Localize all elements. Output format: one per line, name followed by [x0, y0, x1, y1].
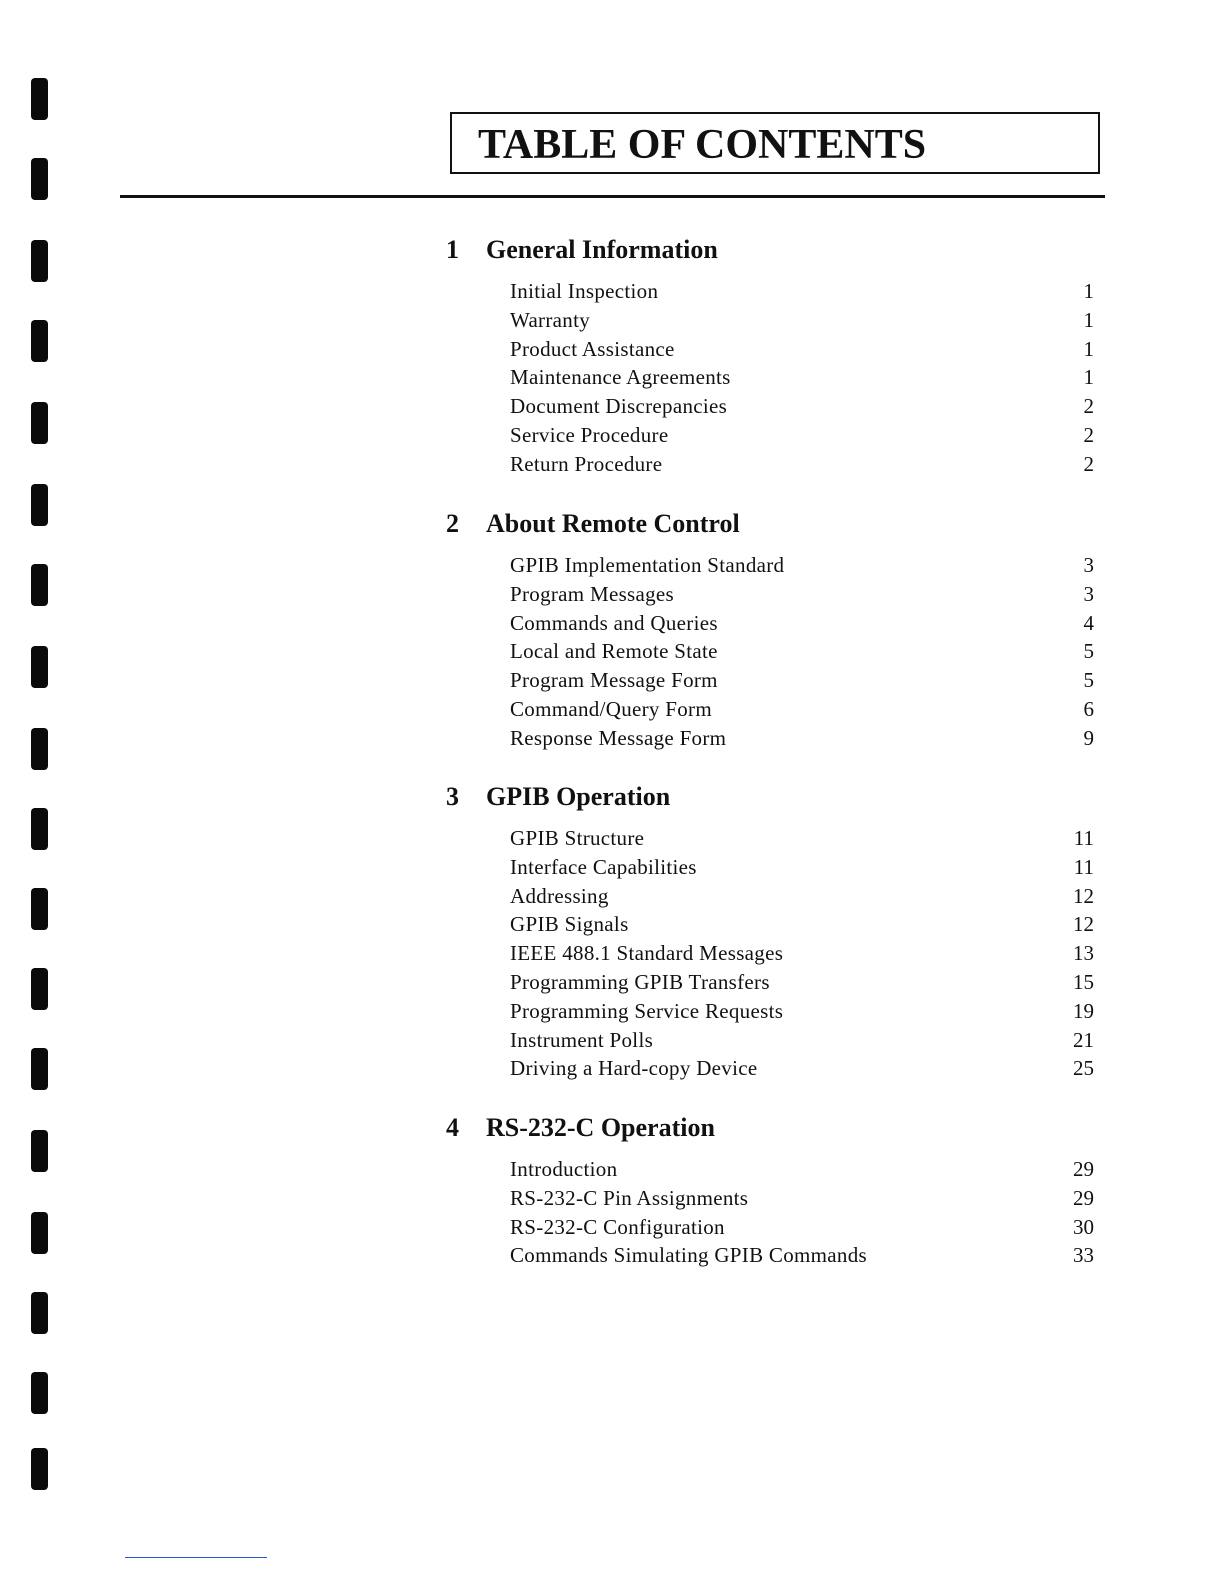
- entry-label: Warranty: [510, 307, 591, 332]
- punch-hole: [31, 402, 48, 444]
- chapter-number: 4: [446, 1113, 459, 1142]
- chapter-title: RS-232-C Operation: [486, 1113, 715, 1142]
- entry-page: 11: [1073, 826, 1094, 850]
- toc-entry[interactable]: [442, 725, 1102, 754]
- chapter-heading: [442, 781, 1102, 825]
- punch-hole: [31, 646, 48, 688]
- toc-entry[interactable]: [442, 552, 1102, 581]
- entry-page: 12: [1073, 883, 1094, 908]
- entry-label: Maintenance Agreements: [510, 365, 731, 390]
- entry-page: 33: [1073, 1243, 1094, 1268]
- entry-page: 30: [1073, 1214, 1094, 1239]
- chapter-4: [442, 1112, 1102, 1271]
- toc-entry[interactable]: [442, 998, 1102, 1027]
- entry-label: Return Procedure: [510, 451, 663, 476]
- chapter-1: [442, 234, 1102, 480]
- chapter-number: 1: [446, 235, 459, 264]
- entry-page: 2: [1083, 394, 1094, 419]
- entry-label: Product Assistance: [510, 336, 675, 361]
- chapter-heading: [442, 234, 1102, 278]
- punch-hole: [31, 1130, 48, 1172]
- punch-hole: [31, 158, 48, 200]
- entry-list: [442, 825, 1102, 1084]
- toc-entry[interactable]: [442, 854, 1102, 883]
- entry-page: 12: [1073, 912, 1094, 937]
- entry-page: 4: [1083, 610, 1094, 635]
- entry-page: 3: [1083, 581, 1094, 606]
- chapter-number: 2: [446, 509, 459, 538]
- entry-page: 9: [1083, 725, 1094, 750]
- punch-hole: [31, 484, 48, 526]
- toc-entry[interactable]: [442, 940, 1102, 969]
- chapter-title: GPIB Operation: [486, 782, 671, 811]
- entry-page: 11: [1073, 854, 1094, 879]
- toc-entry[interactable]: [442, 307, 1102, 336]
- toc-entry[interactable]: [442, 1156, 1102, 1185]
- toc-entry[interactable]: [442, 610, 1102, 639]
- punch-hole: [31, 808, 48, 850]
- chapter-number: 3: [446, 782, 459, 811]
- punch-hole: [31, 1292, 48, 1334]
- entry-label: Driving a Hard-copy Device: [510, 1056, 758, 1081]
- toc-entry[interactable]: [442, 638, 1102, 667]
- toc-entry[interactable]: [442, 1055, 1102, 1084]
- entry-label: Command/Query Form: [510, 696, 712, 721]
- entry-list: [442, 278, 1102, 480]
- scan-mark-line: [125, 1557, 267, 1558]
- entry-page: 1: [1083, 307, 1094, 332]
- entry-page: 29: [1073, 1185, 1094, 1210]
- punch-hole: [31, 240, 48, 282]
- page-title: TABLE OF CONTENTS: [478, 122, 927, 168]
- toc-entry[interactable]: [442, 1185, 1102, 1214]
- toc-entry[interactable]: [442, 696, 1102, 725]
- entry-page: 15: [1073, 969, 1094, 994]
- toc-entry[interactable]: [442, 422, 1102, 451]
- entry-label: Commands and Queries: [510, 610, 718, 635]
- toc-entry[interactable]: [442, 364, 1102, 393]
- punch-hole: [31, 728, 48, 770]
- entry-label: Addressing: [510, 883, 609, 908]
- punch-hole: [31, 1048, 48, 1090]
- entry-list: [442, 552, 1102, 754]
- entry-page: 2: [1083, 451, 1094, 476]
- toc-entry[interactable]: [442, 1214, 1102, 1243]
- entry-label: Document Discrepancies: [510, 394, 728, 419]
- entry-label: Interface Capabilities: [510, 854, 697, 879]
- entry-label: GPIB Signals: [510, 912, 629, 937]
- entry-label: GPIB Implementation Standard: [510, 553, 785, 577]
- entry-label: RS-232-C Configuration: [510, 1214, 725, 1239]
- toc-entry[interactable]: [442, 1027, 1102, 1056]
- entry-label: Commands Simulating GPIB Commands: [510, 1243, 868, 1268]
- punch-hole: [31, 1448, 48, 1490]
- chapter-title: General Information: [486, 235, 718, 264]
- entry-label: RS-232-C Pin Assignments: [510, 1185, 749, 1210]
- toc-entry[interactable]: [442, 911, 1102, 940]
- title-box: [450, 112, 1100, 174]
- entry-page: 1: [1083, 365, 1094, 390]
- entry-label: Initial Inspection: [510, 279, 659, 303]
- entry-page: 6: [1083, 696, 1094, 721]
- chapter-3: [442, 781, 1102, 1084]
- entry-label: Program Messages: [510, 581, 675, 606]
- entry-label: Service Procedure: [510, 422, 669, 447]
- entry-page: 5: [1083, 639, 1094, 664]
- entry-label: Response Message Form: [510, 725, 727, 750]
- entry-label: Instrument Polls: [510, 1027, 654, 1052]
- punch-hole: [31, 1372, 48, 1414]
- entry-page: 1: [1083, 336, 1094, 361]
- toc-entry[interactable]: [442, 825, 1102, 854]
- entry-page: 2: [1083, 422, 1094, 447]
- entry-label: Introduction: [510, 1157, 618, 1181]
- entry-page: 19: [1073, 998, 1094, 1023]
- entry-list: [442, 1156, 1102, 1271]
- toc-entry[interactable]: [442, 451, 1102, 480]
- toc-entry[interactable]: [442, 1242, 1102, 1271]
- entry-page: 1: [1083, 279, 1094, 303]
- toc-entry[interactable]: [442, 393, 1102, 422]
- toc-entry[interactable]: [442, 883, 1102, 912]
- punch-hole: [31, 320, 48, 362]
- chapter-heading: [442, 1112, 1102, 1156]
- chapter-heading: [442, 508, 1102, 552]
- chapter-title: About Remote Control: [486, 509, 740, 538]
- punch-hole: [31, 78, 48, 120]
- chapter-2: [442, 508, 1102, 754]
- entry-label: Programming GPIB Transfers: [510, 969, 770, 994]
- entry-page: 13: [1073, 941, 1094, 966]
- entry-page: 21: [1073, 1027, 1094, 1052]
- toc-entry[interactable]: [442, 969, 1102, 998]
- toc-entry[interactable]: [442, 667, 1102, 696]
- entry-label: Program Message Form: [510, 668, 718, 693]
- toc-entry[interactable]: [442, 581, 1102, 610]
- entry-label: IEEE 488.1 Standard Messages: [510, 941, 784, 966]
- entry-page: 5: [1083, 668, 1094, 693]
- entry-label: Local and Remote State: [510, 639, 718, 664]
- punch-hole: [31, 564, 48, 606]
- punch-hole: [31, 888, 48, 930]
- punch-hole: [31, 968, 48, 1010]
- punch-hole: [31, 1212, 48, 1254]
- entry-page: 3: [1083, 553, 1094, 577]
- header-rule: [120, 195, 1105, 198]
- entry-page: 25: [1073, 1056, 1094, 1081]
- toc-entry[interactable]: [442, 278, 1102, 307]
- entry-page: 29: [1073, 1157, 1094, 1181]
- entry-label: GPIB Structure: [510, 826, 645, 850]
- toc-entry[interactable]: [442, 336, 1102, 365]
- entry-label: Programming Service Requests: [510, 998, 784, 1023]
